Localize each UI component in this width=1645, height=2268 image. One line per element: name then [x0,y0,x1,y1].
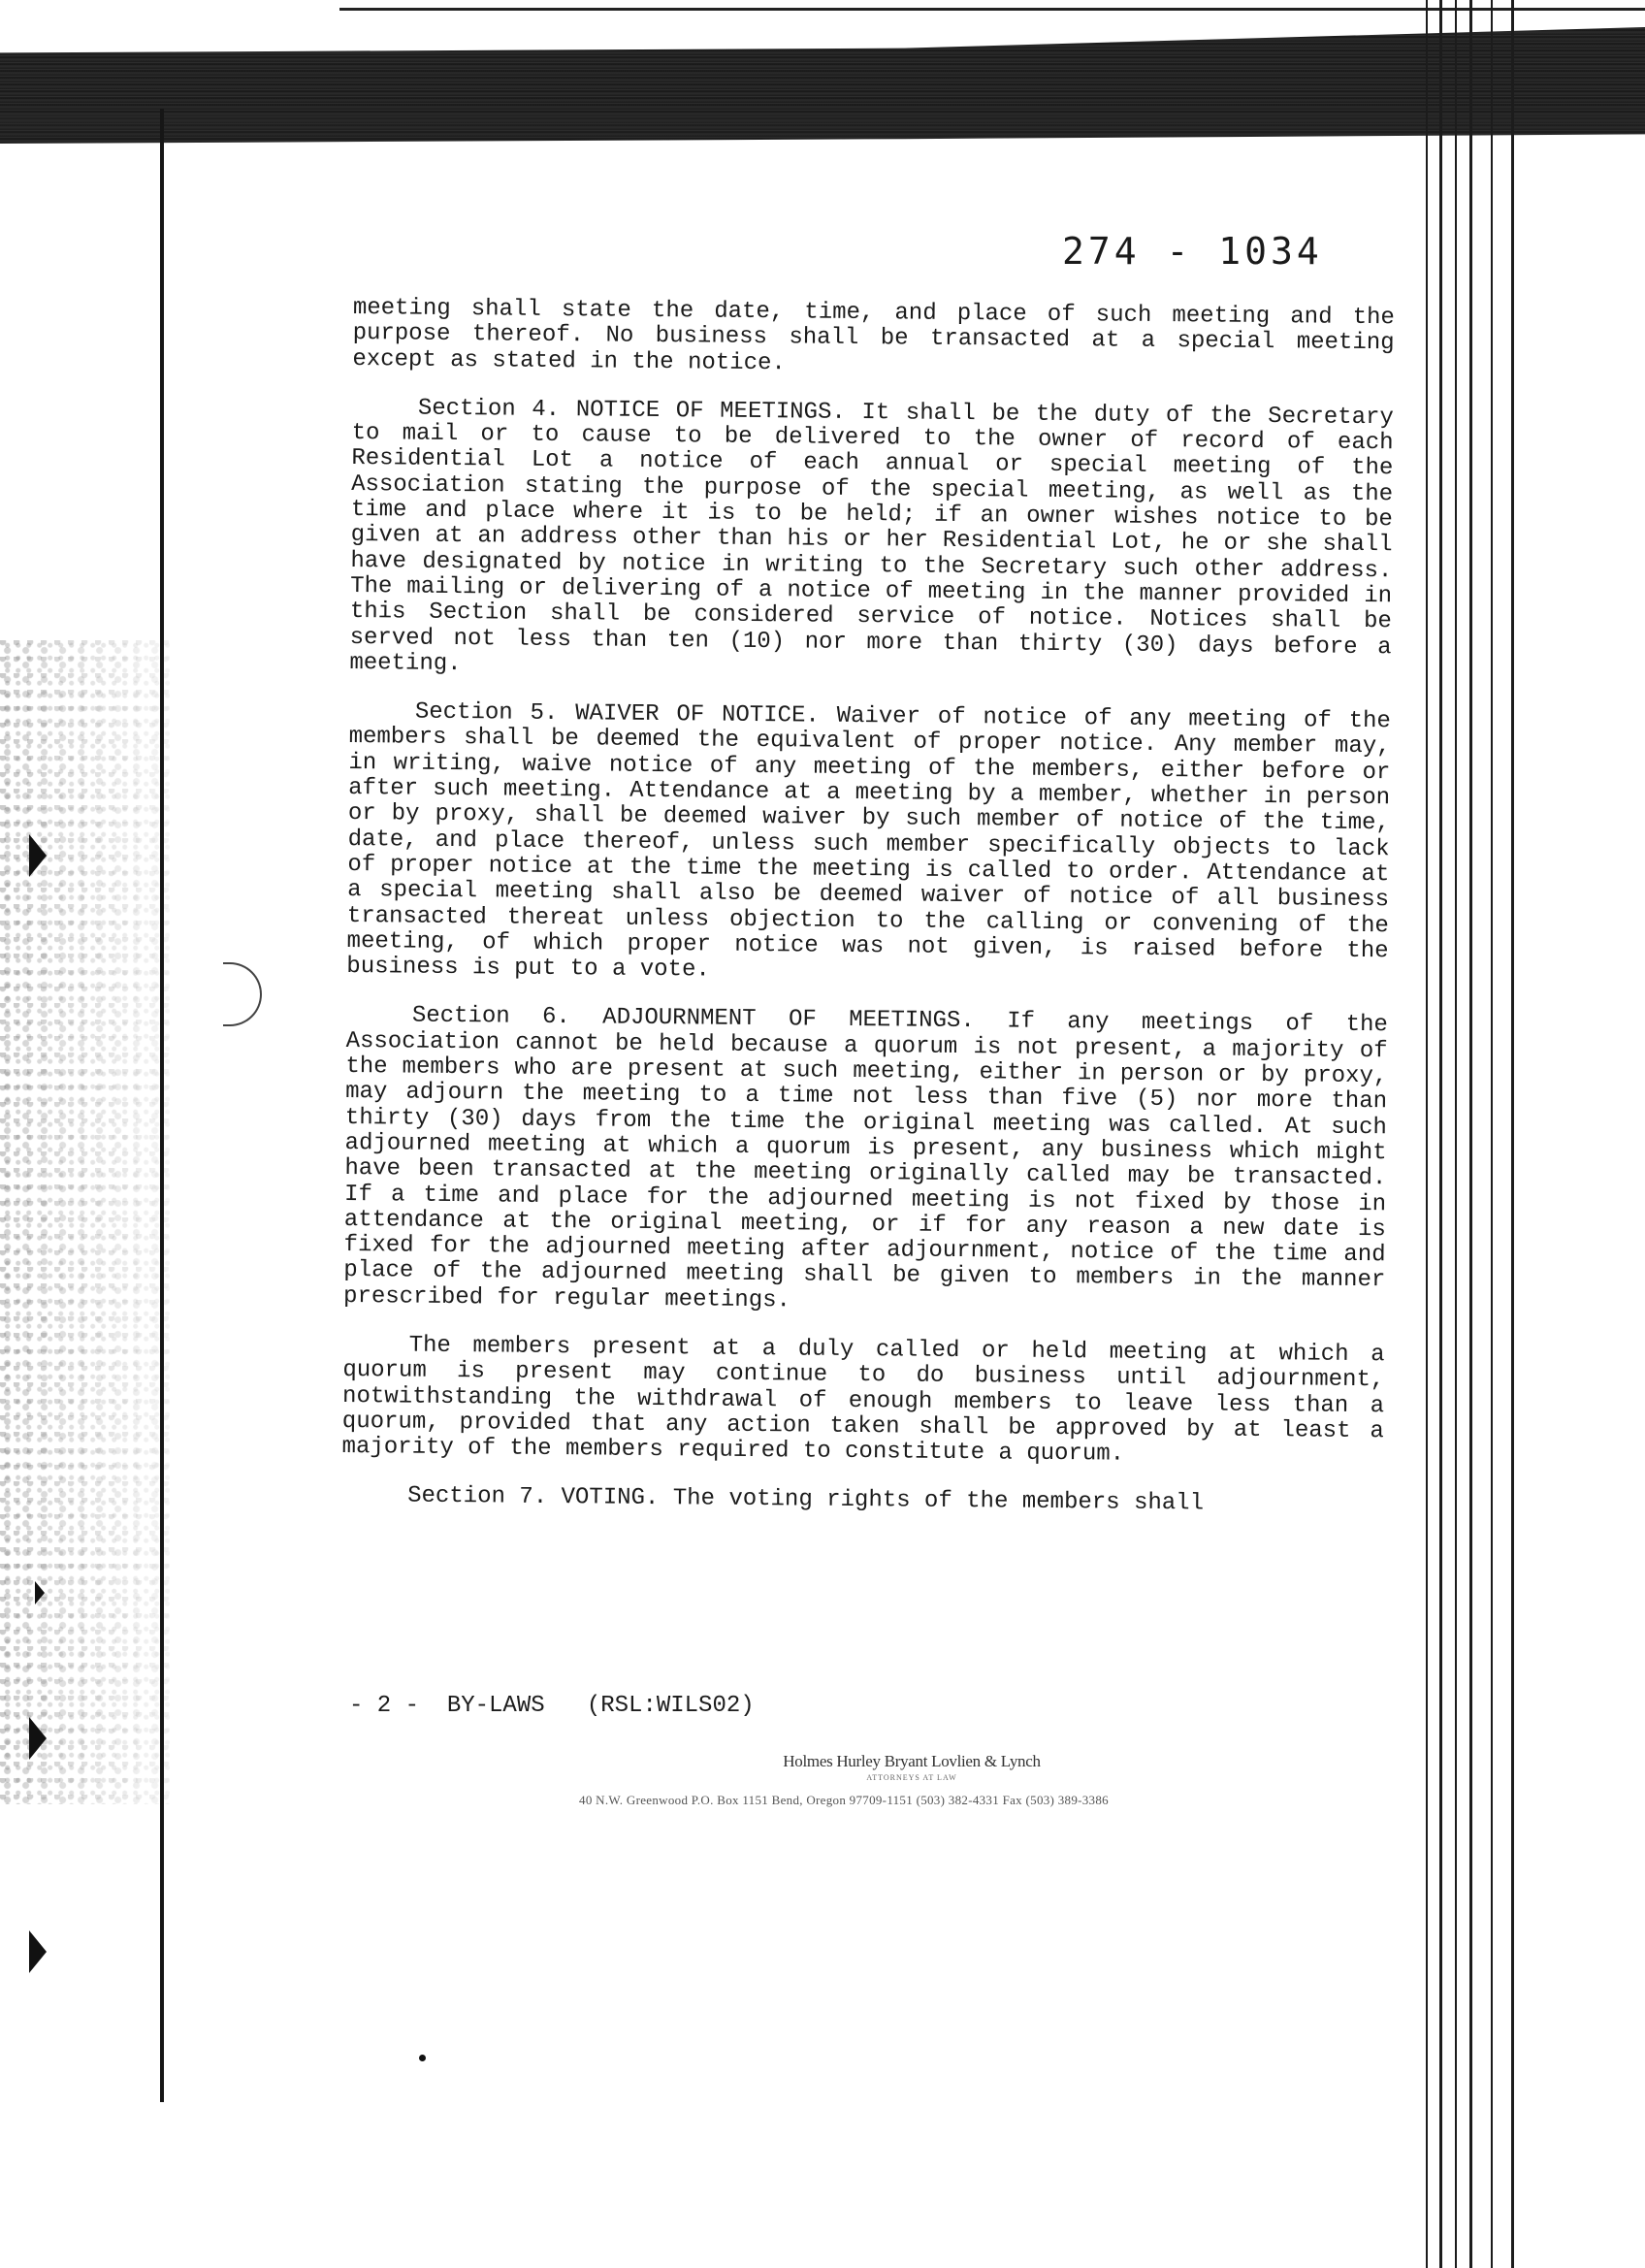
law-firm-subtitle: ATTORNEYS AT LAW [866,1773,957,1782]
scan-speckle [0,640,170,1804]
edge-mark [29,1717,47,1760]
page-number: 274 - 1034 [1062,230,1323,273]
paragraph-continuation: meeting shall state the date, time, and place of such meeting and the purpose thereof. No business shall be transacted at a special meeting except as stated in the notice. [352,295,1395,376]
scan-dot [419,2055,426,2061]
edge-mark [29,834,47,877]
quorum-paragraph: The members present at a duly called or held meeting at which a quorum is present may continue to do business until adjournment, notwithstanding the withdrawal of enough members to leave less than a quorum, provided that any action taken shall be approved by at least a majority of the members required to constitute a quorum. [341,1332,1385,1468]
right-edge-rule [1439,0,1442,2268]
law-firm-address: 40 N.W. Greenwood P.O. Box 1151 Bend, Oregon 97709-1151 (503) 382-4331 Fax (503) 389-3386 [579,1793,1109,1807]
right-edge-rule [1469,0,1472,2268]
hole-punch-arc [223,962,262,1026]
law-firm-name: Holmes Hurley Bryant Lovlien & Lynch [783,1752,1041,1770]
section-4-notice-of-meetings: Section 4. NOTICE OF MEETINGS. It shall be the duty of the Secretary to mail or to cause to be delivered to the owner of record of each Residential Lot a notice of each annual or special meeting of the Association stating the purpose of the special meeting, as well as the time and place where it is to be held; if an owner wishes notice to be given at an address other than his or her Residential Lot, he or she shall have designated by notice in writing to the Secretary such other address. The mailing or delivering of a notice of meeting in the manner provided in this Section shall be considered service of notice. Notices shall be served not less than ten (10) nor more than thirty (30) days before a meeting. [349,395,1394,677]
section-7-voting: Section 7. VOTING. The voting rights of the members shall [406,1483,1205,1517]
scan-band-shadow [0,114,1645,136]
page-footer: - 2 - BY-LAWS (RSL:WILS02) [349,1693,755,1719]
right-edge-rule [1491,0,1493,2268]
section-6-adjournment-of-meetings: Section 6. ADJOURNMENT OF MEETINGS. If any meetings of the Association cannot be held because a quorum is not present, a majority of the members who are present at such meeting, either in person or by proxy, may adjourn the meeting to a time not less than five (5) nor more than thirty (30) days from the time the original meeting was called. At such adjourned meeting at which a quorum is present, any business which might have been transacted at the meeting originally called may be transacted. If a time and place for the adjourned meeting is not fixed by those in attendance at the original meeting, or if for any reason a new date is fixed for the adjourned meeting after adjournment, notice of the time and place of the adjourned meeting shall be given to members in the manner prescribed for regular meetings. [342,1003,1388,1314]
top-rule [339,8,1645,11]
right-edge-rule [1426,0,1428,2268]
edge-mark [29,1930,47,1973]
section-5-waiver-of-notice: Section 5. WAIVER OF NOTICE. Waiver of notice of any meeting of the members shall be deemed the equivalent of proper notice. Any member may, in writing, waive notice of any meeting of the members, either before or after such meeting. Attendance at a meeting by a member, whether in person or by proxy, shall be deemed waiver by such member of notice of the time, date, and place thereof, unless such member specifically objects to lack of proper notice at the time the meeting is called to order. Attendance at a special meeting shall also be deemed waiver of notice of all business transacted thereat unless objection to the calling or convening of the meeting, of which proper notice was not given, is raised before the business is put to a vote. [346,698,1391,984]
right-edge-rule [1511,0,1514,2268]
right-edge-rule [1455,0,1457,2268]
document-body [341,296,1395,1542]
edge-mark [35,1581,45,1604]
